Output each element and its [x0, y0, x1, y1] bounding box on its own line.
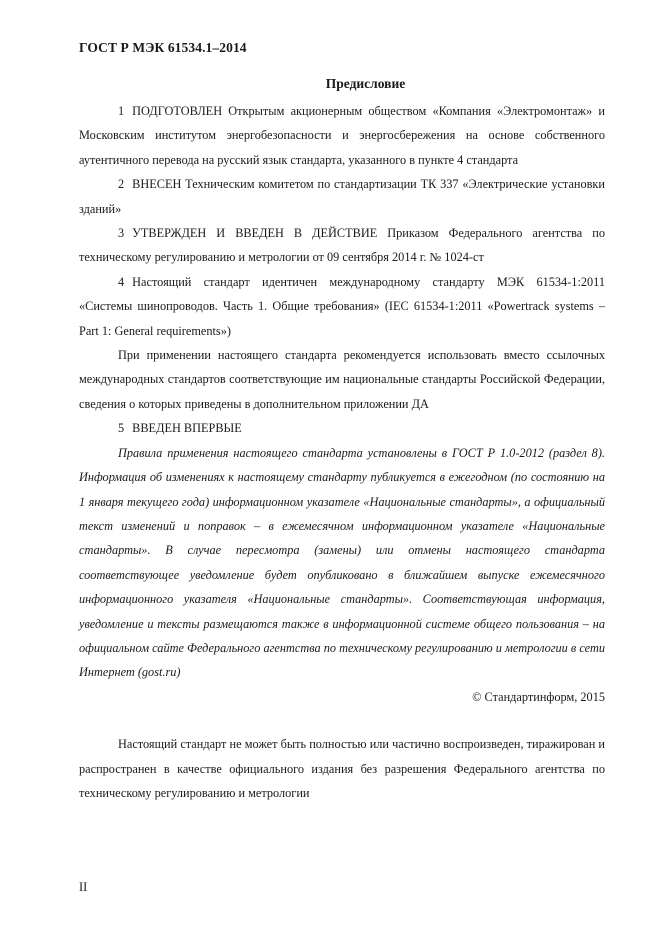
- foreword-item-2: [79, 172, 605, 221]
- foreword-item-1: [79, 99, 605, 172]
- application-note: При применении настоящего стандарта рекомендуется использовать вместо ссылочных международных стандартов соответствующие им национальные стандарты Российской Федерации, сведения о которых приведены в дополнительном приложении ДА: [79, 348, 605, 411]
- foreword-body: [79, 99, 605, 805]
- item-text: ВНЕСЕН Техническим комитетом по стандартизации ТК 337 «Электрические установки зданий»: [79, 177, 605, 216]
- item-text: Настоящий стандарт идентичен международному стандарту МЭК 61534-1:2011 «Системы шинопроводов. Часть 1. Общие требования» (IEC 61534-1:2011 «Powertrack systems – Part 1: General requirements»): [79, 274, 605, 338]
- copyright-line: © Стандартинформ, 2015: [472, 689, 605, 704]
- item-number: 5: [118, 421, 125, 436]
- page-title: Предисловие: [325, 76, 406, 91]
- standard-code-header: ГОСТ Р МЭК 61534.1–2014: [79, 40, 247, 55]
- item-number: 2: [118, 177, 125, 192]
- item-text: ПОДГОТОВЛЕН Открытым акционерным обществом «Компания «Электромонтаж» и Московским институтом энергобезопасности и энергосбережения на основе собственного аутентичного перевода на русский язык стандарта, указанного в пункте 4 стандарта: [79, 104, 605, 167]
- foreword-item-4: [79, 270, 605, 343]
- item-number: 3: [118, 226, 125, 241]
- reproduction-notice: Настоящий стандарт не может быть полностью или частично воспроизведен, тиражирован и распространен в качестве официального издания без разрешения Федерального агентства по техническому регулированию и метрологии: [79, 737, 605, 800]
- item-number: 1: [118, 104, 125, 118]
- item-text: УТВЕРЖДЕН И ВВЕДЕН В ДЕЙСТВИЕ Приказом Федерального агентства по техническому регулированию и метрологии от 09 сентября 2014 г. № 1024-ст: [79, 226, 605, 265]
- rules-of-application: Правила применения настоящего стандарта установлены в ГОСТ Р 1.0-2012 (раздел 8). Информация об изменениях к настоящему стандарту публикуется в ежегодном (по состоянию на 1 января текущего года) информационном указателе «Национальные стандарты», а официальный текст изменений и поправок – в ежемесячном информационном указателе «Национальные стандарты». В случае пересмотра (замены) или отмены настоящего стандарта соответствующее уведомление будет опубликовано в ближайшем выпуске ежемесячного информационного указателя «Национальные стандарты». Соответствующая информация, уведомление и тексты размещаются также в информационной системе общего пользования – на официальном сайте Федерального агентства по техническому регулированию и метрологии в сети Интернет (gost.ru): [79, 445, 605, 680]
- item-text: ВВЕДЕН ВПЕРВЫЕ: [132, 421, 242, 436]
- foreword-item-5: [79, 416, 605, 440]
- item-number: 4: [118, 274, 125, 289]
- foreword-item-3: [79, 221, 605, 270]
- page-number: II: [79, 880, 88, 894]
